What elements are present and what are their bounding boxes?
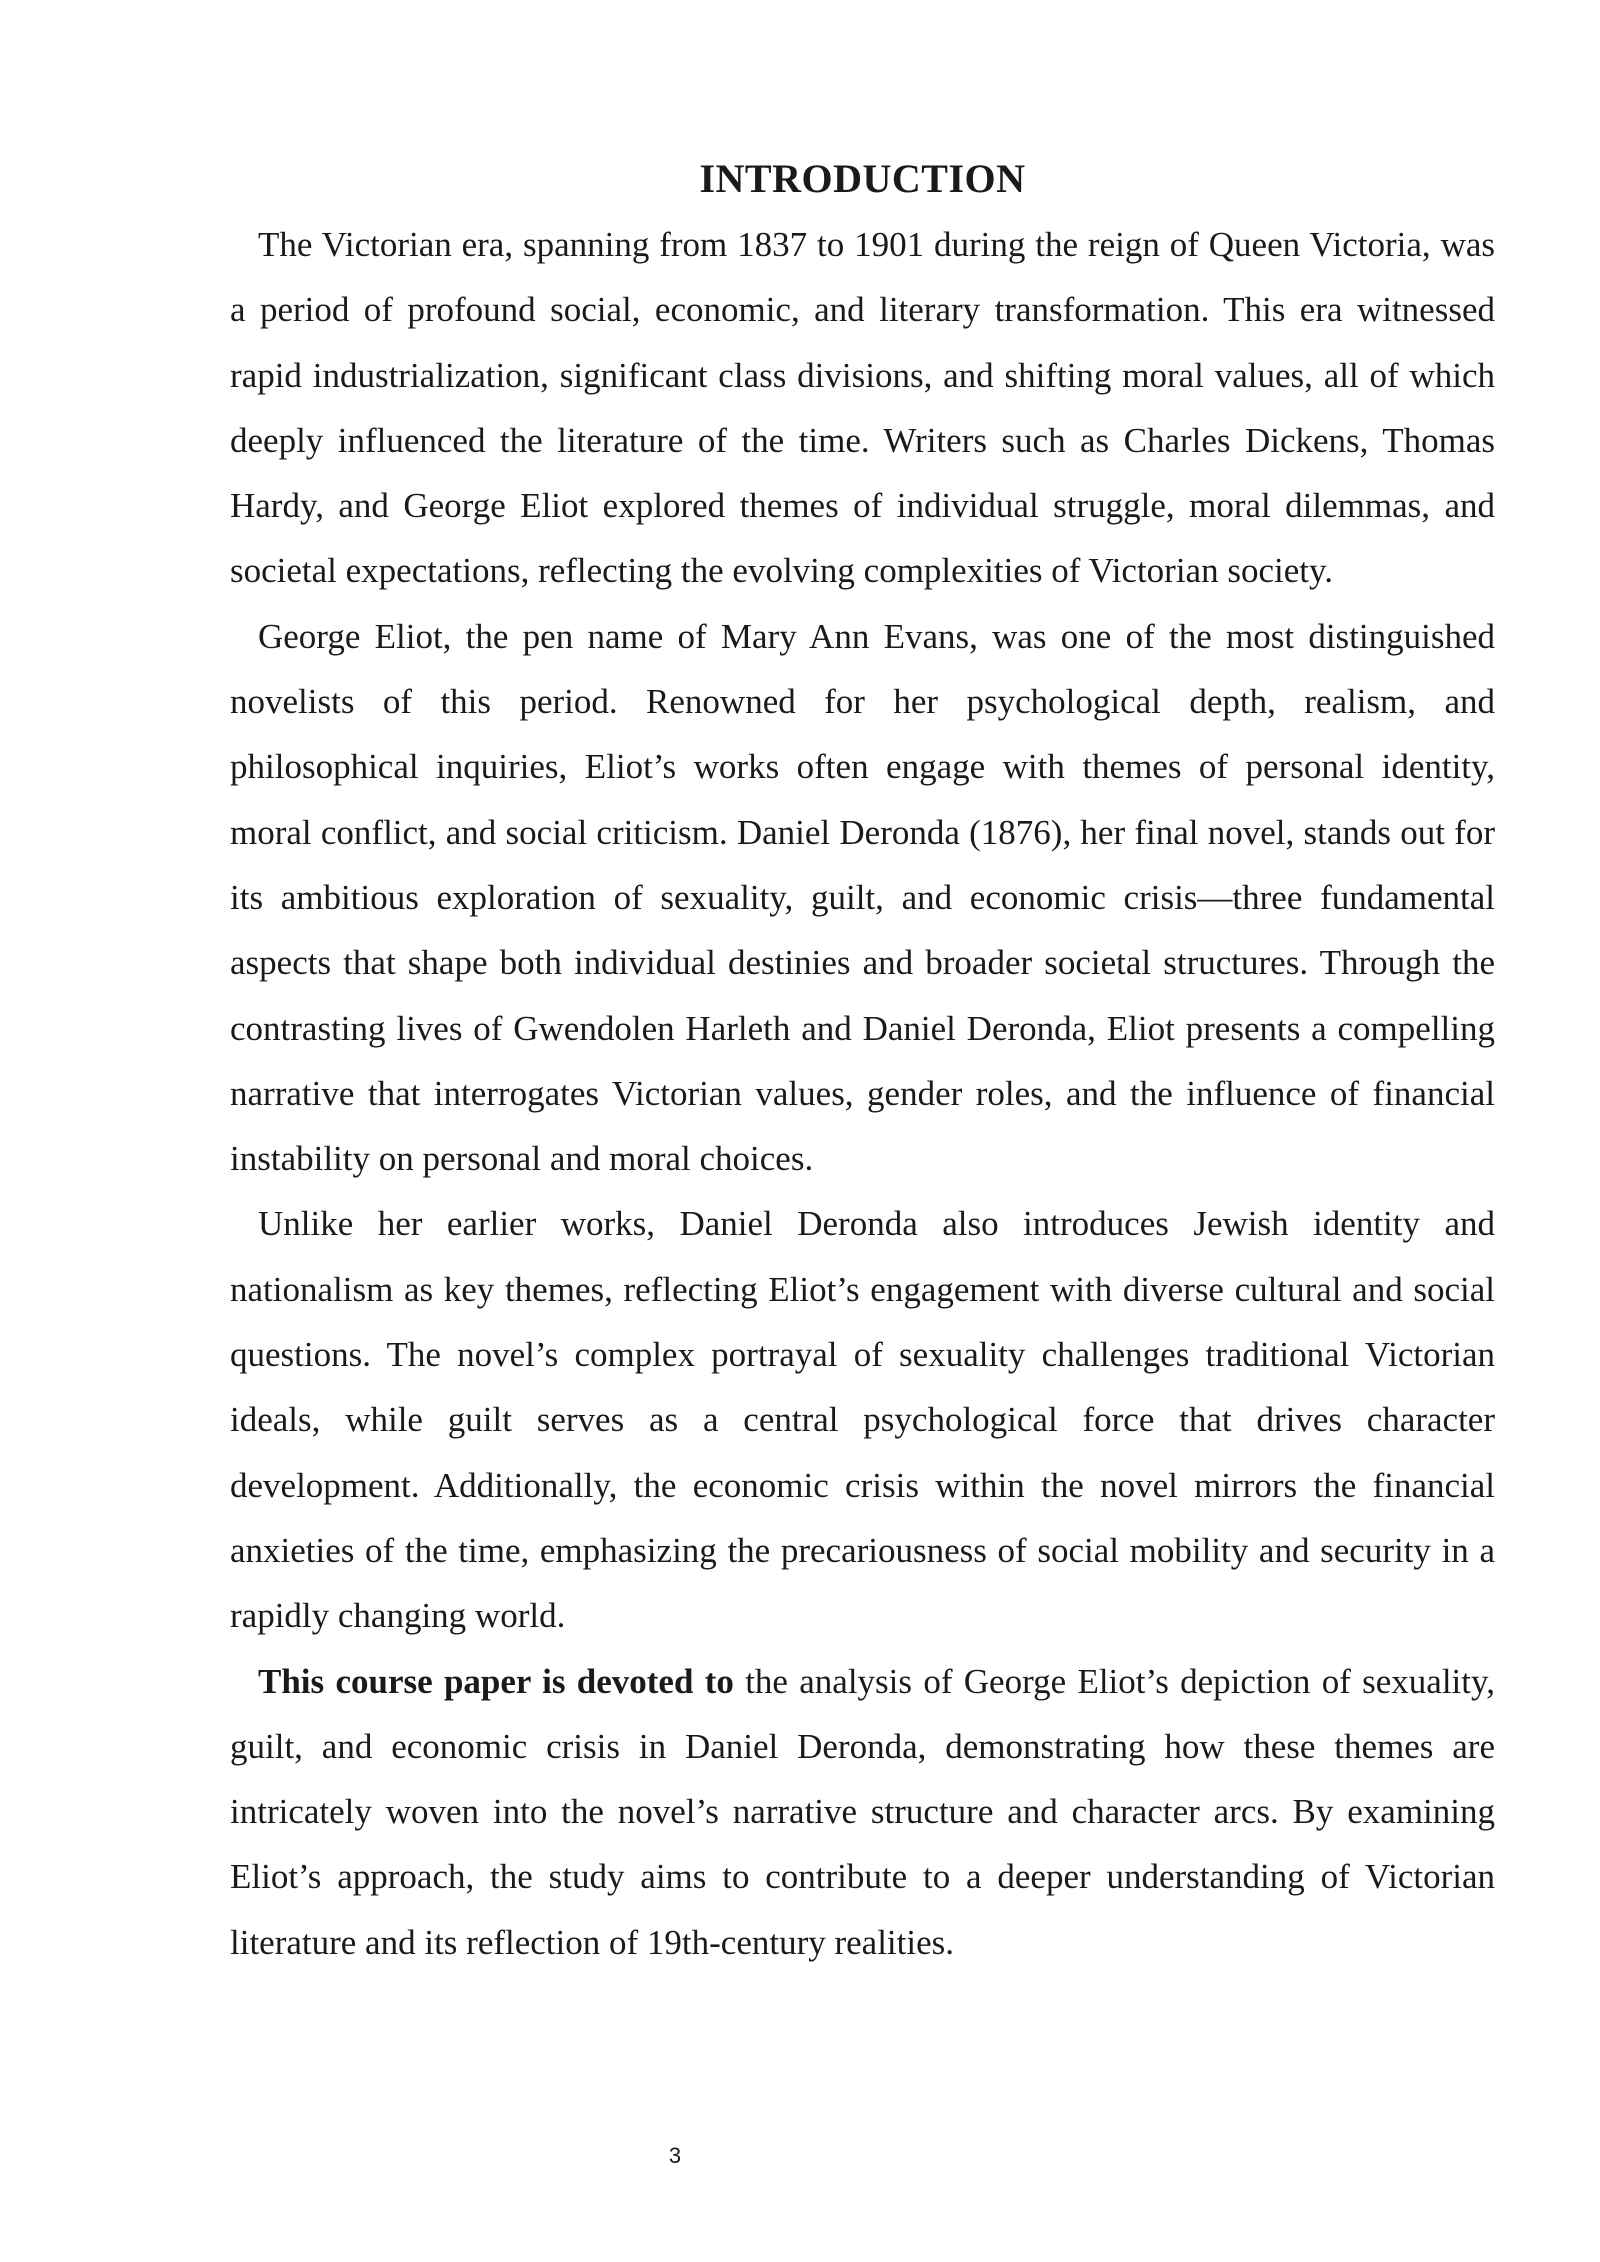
paragraph-daniel-deronda-themes: Unlike her earlier works, Daniel Deronda also introduces Jewish identity and nationalism as key themes, reflecting Eliot’s engagement with diverse cultural and social questions. The novel’s complex portrayal of sexuality challenges traditional Victorian ideals, while guilt serves as a central psychological force that drives character development. Additionally, the economic crisis within the novel mirrors the financial anxieties of the time, emphasizing the precariousness of social mobility and security in a rapidly changing world. (230, 1204, 1495, 1636)
paragraph-course-paper-text: the analysis of George Eliot’s depiction of sexuality, guilt, and economic crisis in Daniel Deronda, demonstrating how these themes are intricately woven into the novel’s narrative structure and character arcs. By examining Eliot’s approach, the study aims to contribute to a deeper understanding of Victorian literature and its reflection of 19th-century realities. (230, 1661, 1495, 1962)
paragraph-george-eliot: George Eliot, the pen name of Mary Ann Evans, was one of the most distinguished novelists of this period. Renowned for her psychological depth, realism, and philosophical inquiries, Eliot’s works often engage with themes of personal identity, moral conflict, and social criticism. Daniel Deronda (1876), her final novel, stands out for its ambitious exploration of sexuality, guilt, and economic crisis—three fundamental aspects that shape both individual destinies and broader societal structures. Through the contrasting lives of Gwendolen Harleth and Daniel Deronda, Eliot presents a compelling narrative that interrogates Victorian values, gender roles, and the influence of financial instability on personal and moral choices. (230, 616, 1495, 1179)
page-content (230, 150, 1495, 1975)
paragraph-course-paper-aim (230, 1649, 1495, 1975)
page-number: 3 (668, 2143, 682, 2168)
section-title: INTRODUCTION (699, 156, 1026, 201)
paragraph-victorian-era: The Victorian era, spanning from 1837 to 1901 during the reign of Queen Victoria, was a period of profound social, economic, and literary transformation. This era witnessed rapid industrialization, significant class divisions, and shifting moral values, all of which deeply influenced the literature of the time. Writers such as Charles Dickens, Thomas Hardy, and George Eliot explored themes of individual struggle, moral dilemmas, and societal expectations, reflecting the evolving complexities of Victorian society. (230, 225, 1495, 591)
paragraph-bold-lead: This course paper is devoted to (258, 1661, 734, 1701)
